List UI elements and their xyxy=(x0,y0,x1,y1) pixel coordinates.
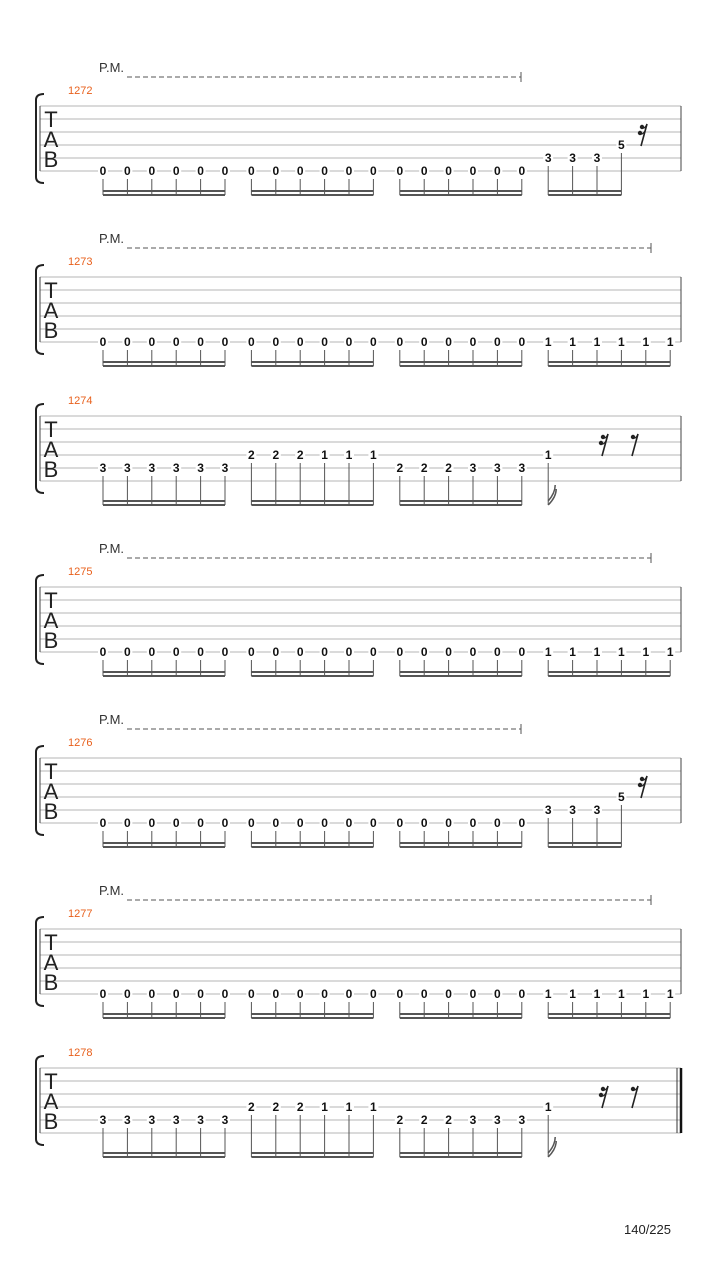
fret-number: 3 xyxy=(518,461,526,475)
fret-number: 1 xyxy=(618,987,625,1001)
tab-clef-letter: A xyxy=(43,437,59,462)
fret-number: 3 xyxy=(494,461,501,475)
fret-number: 5 xyxy=(618,138,625,152)
fret-number: 0 xyxy=(445,987,452,1001)
fret-number: 0 xyxy=(518,645,526,659)
fret-number: 0 xyxy=(221,335,229,349)
measure-number: 1276 xyxy=(68,737,93,749)
fret-number: 1 xyxy=(544,645,552,659)
fret-number: 1 xyxy=(321,1100,328,1114)
palm-mute-label: P.M. xyxy=(99,60,125,75)
palm-mute-label: P.M. xyxy=(99,541,125,556)
fret-number: 0 xyxy=(148,335,156,349)
fret-number: 0 xyxy=(221,816,229,830)
fret-number: 2 xyxy=(296,1100,304,1114)
fret-number: 0 xyxy=(197,987,204,1001)
fret-number: 0 xyxy=(172,645,180,659)
tab-clef-letter: B xyxy=(43,1109,59,1134)
fret-number: 1 xyxy=(345,1100,353,1114)
fret-number: 0 xyxy=(296,335,304,349)
fret-number: 2 xyxy=(296,448,304,462)
system-1278 xyxy=(36,1047,681,1157)
fret-number: 0 xyxy=(99,335,107,349)
fret-number: 0 xyxy=(494,987,501,1001)
fret-number: 0 xyxy=(148,645,156,659)
tab-clef-letter: T xyxy=(44,930,58,955)
fret-number: 0 xyxy=(172,335,180,349)
fret-number: 0 xyxy=(148,816,156,830)
fret-number: 0 xyxy=(370,987,377,1001)
fret-number: 1 xyxy=(642,335,650,349)
fret-number: 0 xyxy=(345,335,353,349)
system-1273 xyxy=(36,231,681,366)
fret-number: 1 xyxy=(593,645,601,659)
measure-number: 1277 xyxy=(68,908,93,920)
fret-number: 0 xyxy=(345,816,353,830)
fret-number: 0 xyxy=(124,645,131,659)
fret-number: 2 xyxy=(248,448,255,462)
fret-number: 3 xyxy=(148,1113,156,1127)
fret-number: 3 xyxy=(99,1113,107,1127)
fret-number: 1 xyxy=(569,645,576,659)
fret-number: 0 xyxy=(296,987,304,1001)
fret-number: 1 xyxy=(544,987,552,1001)
fret-number: 0 xyxy=(248,645,255,659)
fret-number: 3 xyxy=(544,803,552,817)
fret-number: 0 xyxy=(221,645,229,659)
tab-clef-letter: A xyxy=(43,608,59,633)
fret-number: 0 xyxy=(272,987,280,1001)
fret-number: 3 xyxy=(124,461,131,475)
fret-number: 0 xyxy=(221,164,229,178)
fret-number: 0 xyxy=(518,164,526,178)
fret-number: 1 xyxy=(593,335,601,349)
fret-number: 0 xyxy=(469,987,477,1001)
system-1277 xyxy=(36,883,681,1018)
page-number: 140/225 xyxy=(624,1222,671,1237)
fret-number: 0 xyxy=(420,816,428,830)
measure-number: 1273 xyxy=(68,256,93,268)
fret-number: 0 xyxy=(248,164,255,178)
fret-number: 0 xyxy=(370,645,377,659)
fret-number: 0 xyxy=(172,164,180,178)
fret-number: 0 xyxy=(321,645,328,659)
fret-number: 0 xyxy=(445,645,452,659)
fret-number: 3 xyxy=(593,151,601,165)
fret-number: 0 xyxy=(172,987,180,1001)
fret-number: 0 xyxy=(445,816,452,830)
fret-number: 0 xyxy=(396,987,404,1001)
fret-number: 1 xyxy=(345,448,353,462)
fret-number: 0 xyxy=(494,645,501,659)
tab-clef-letter: A xyxy=(43,779,59,804)
fret-number: 0 xyxy=(420,335,428,349)
tab-clef-letter: T xyxy=(44,417,58,442)
fret-number: 3 xyxy=(172,1113,180,1127)
fret-number: 0 xyxy=(296,645,304,659)
fret-number: 0 xyxy=(148,164,156,178)
fret-number: 0 xyxy=(494,335,501,349)
measure-number: 1274 xyxy=(68,395,93,407)
fret-number: 0 xyxy=(420,645,428,659)
tab-clef-letter: T xyxy=(44,759,58,784)
fret-number: 1 xyxy=(544,448,552,462)
fret-number: 1 xyxy=(642,645,650,659)
fret-number: 2 xyxy=(420,461,428,475)
fret-number: 0 xyxy=(321,816,328,830)
fret-number: 3 xyxy=(569,151,576,165)
fret-number: 1 xyxy=(544,335,552,349)
tab-clef-letter: B xyxy=(43,318,59,343)
fret-number: 3 xyxy=(197,461,204,475)
fret-number: 1 xyxy=(642,987,650,1001)
tab-clef-letter: B xyxy=(43,147,59,172)
fret-number: 0 xyxy=(99,987,107,1001)
fret-number: 3 xyxy=(221,461,229,475)
fret-number: 3 xyxy=(172,461,180,475)
tab-clef-letter: T xyxy=(44,278,58,303)
fret-number: 0 xyxy=(370,335,377,349)
fret-number: 2 xyxy=(396,1113,404,1127)
fret-number: 0 xyxy=(272,816,280,830)
fret-number: 3 xyxy=(469,1113,477,1127)
fret-number: 0 xyxy=(396,335,404,349)
fret-number: 0 xyxy=(124,816,131,830)
fret-number: 3 xyxy=(124,1113,131,1127)
fret-number: 1 xyxy=(370,448,377,462)
system-1274 xyxy=(36,395,681,505)
fret-number: 0 xyxy=(221,987,229,1001)
fret-number: 0 xyxy=(494,164,501,178)
fret-number: 1 xyxy=(370,1100,377,1114)
fret-number: 0 xyxy=(172,816,180,830)
fret-number: 1 xyxy=(321,448,328,462)
fret-number: 0 xyxy=(396,645,404,659)
fret-number: 1 xyxy=(569,987,576,1001)
fret-number: 0 xyxy=(469,164,477,178)
fret-number: 1 xyxy=(666,987,674,1001)
fret-number: 0 xyxy=(321,987,328,1001)
fret-number: 3 xyxy=(99,461,107,475)
fret-number: 0 xyxy=(420,164,428,178)
fret-number: 0 xyxy=(296,164,304,178)
system-1272 xyxy=(36,60,681,195)
measure-number: 1278 xyxy=(68,1047,93,1059)
fret-number: 3 xyxy=(544,151,552,165)
fret-number: 0 xyxy=(445,164,452,178)
fret-number: 0 xyxy=(272,645,280,659)
fret-number: 0 xyxy=(197,335,204,349)
fret-number: 0 xyxy=(469,335,477,349)
tab-clef-letter: A xyxy=(43,298,59,323)
system-1275 xyxy=(36,541,681,676)
measure-number: 1275 xyxy=(68,566,93,578)
fret-number: 0 xyxy=(248,987,255,1001)
fret-number: 2 xyxy=(248,1100,255,1114)
fret-number: 3 xyxy=(593,803,601,817)
fret-number: 1 xyxy=(544,1100,552,1114)
fret-number: 0 xyxy=(124,987,131,1001)
fret-number: 0 xyxy=(321,335,328,349)
fret-number: 3 xyxy=(494,1113,501,1127)
tab-clef-letter: B xyxy=(43,799,59,824)
fret-number: 0 xyxy=(296,816,304,830)
fret-number: 2 xyxy=(445,1113,452,1127)
fret-number: 3 xyxy=(569,803,576,817)
tab-clef-letter: T xyxy=(44,588,58,613)
fret-number: 0 xyxy=(272,335,280,349)
fret-number: 3 xyxy=(469,461,477,475)
fret-number: 0 xyxy=(345,987,353,1001)
tab-clef-letter: B xyxy=(43,457,59,482)
palm-mute-label: P.M. xyxy=(99,712,125,727)
fret-number: 0 xyxy=(148,987,156,1001)
fret-number: 0 xyxy=(197,645,204,659)
note-flag xyxy=(548,489,556,505)
fret-number: 0 xyxy=(197,164,204,178)
fret-number: 0 xyxy=(248,816,255,830)
fret-number: 0 xyxy=(469,816,477,830)
note-flag xyxy=(548,1141,556,1157)
fret-number: 2 xyxy=(396,461,404,475)
fret-number: 0 xyxy=(124,164,131,178)
fret-number: 2 xyxy=(272,1100,280,1114)
measure-number: 1272 xyxy=(68,85,93,97)
fret-number: 5 xyxy=(618,790,625,804)
fret-number: 0 xyxy=(518,816,526,830)
fret-number: 0 xyxy=(272,164,280,178)
fret-number: 0 xyxy=(197,816,204,830)
system-1276 xyxy=(36,712,681,847)
fret-number: 3 xyxy=(197,1113,204,1127)
fret-number: 0 xyxy=(370,816,377,830)
fret-number: 3 xyxy=(221,1113,229,1127)
fret-number: 0 xyxy=(518,987,526,1001)
fret-number: 2 xyxy=(445,461,452,475)
fret-number: 0 xyxy=(469,645,477,659)
fret-number: 2 xyxy=(272,448,280,462)
fret-number: 0 xyxy=(445,335,452,349)
tab-clef-letter: A xyxy=(43,950,59,975)
tab-clef-letter: A xyxy=(43,1089,59,1114)
fret-number: 0 xyxy=(345,164,353,178)
fret-number: 0 xyxy=(99,164,107,178)
fret-number: 0 xyxy=(345,645,353,659)
fret-number: 2 xyxy=(420,1113,428,1127)
fret-number: 1 xyxy=(618,645,625,659)
tab-clef-letter: B xyxy=(43,970,59,995)
palm-mute-label: P.M. xyxy=(99,231,125,246)
fret-number: 0 xyxy=(248,335,255,349)
tab-clef-letter: A xyxy=(43,127,59,152)
fret-number: 0 xyxy=(396,816,404,830)
fret-number: 0 xyxy=(420,987,428,1001)
fret-number: 0 xyxy=(396,164,404,178)
fret-number: 0 xyxy=(518,335,526,349)
fret-number: 0 xyxy=(99,645,107,659)
palm-mute-label: P.M. xyxy=(99,883,125,898)
tab-clef-letter: B xyxy=(43,628,59,653)
fret-number: 0 xyxy=(494,816,501,830)
fret-number: 1 xyxy=(569,335,576,349)
fret-number: 0 xyxy=(99,816,107,830)
fret-number: 3 xyxy=(148,461,156,475)
fret-number: 0 xyxy=(124,335,131,349)
tab-clef-letter: T xyxy=(44,107,58,132)
fret-number: 1 xyxy=(666,645,674,659)
tab-clef-letter: T xyxy=(44,1069,58,1094)
fret-number: 0 xyxy=(370,164,377,178)
fret-number: 1 xyxy=(593,987,601,1001)
fret-number: 0 xyxy=(321,164,328,178)
fret-number: 3 xyxy=(518,1113,526,1127)
fret-number: 1 xyxy=(666,335,674,349)
fret-number: 1 xyxy=(618,335,625,349)
